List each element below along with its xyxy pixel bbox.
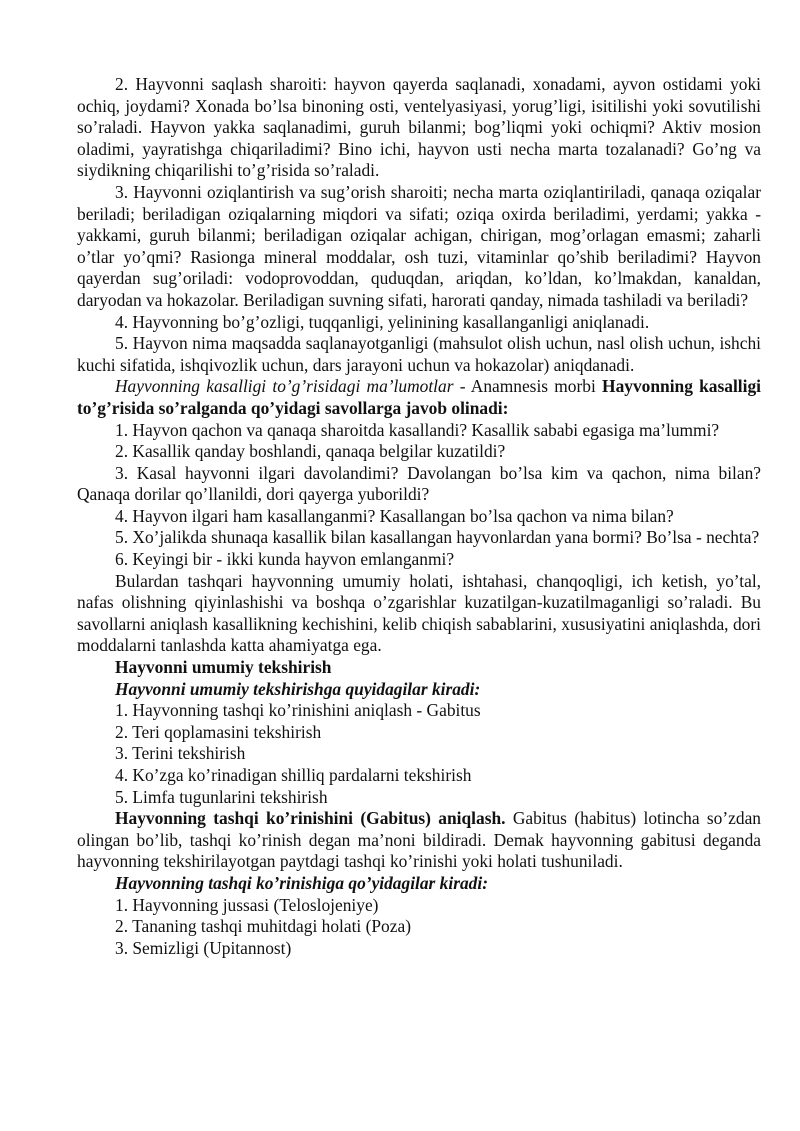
anamnesis-title: Hayvonning kasalligi to’g’risidagi ma’lumotlar: [115, 376, 454, 397]
list-item: 1. Hayvonning jussasi (Teloslojeniye): [115, 894, 379, 915]
paragraph-gabitus: [77, 808, 761, 873]
question-4: 4. Hayvon ilgari ham kasallanganmi? Kasallangan bo’lsa qachon va nima bilan?: [115, 505, 674, 526]
subheading-external-appearance: Hayvonning tashqi ko’rinishiga qo’yidagilar kiradi:: [115, 872, 488, 893]
question-6: 6. Keyingi bir - ikki kunda hayvon emlanganmi?: [115, 549, 455, 570]
list-item: 1. Hayvonning tashqi ko’rinishini aniqlash - Gabitus: [115, 700, 481, 721]
question-5: 5. Xo’jalikda shunaqa kasallik bilan kasallangan hayvonlardan yana bormi? Bo’lsa - nechta?: [115, 527, 760, 548]
question-2: 2. Kasallik qanday boshlandi, qanaqa belgilar kuzatildi?: [115, 441, 506, 462]
list-item: 3. Semizligi (Upitannost): [115, 937, 292, 958]
section-heading-general-exam: Hayvonni umumiy tekshirish: [115, 657, 332, 678]
paragraph-anamnesis-morbi: [77, 376, 761, 419]
list-item: 3. Terini tekshirish: [115, 743, 246, 764]
subheading-general-exam-includes: Hayvonni umumiy tekshirishga quyidagilar kiradi:: [115, 678, 481, 699]
question-1: 1. Hayvon qachon va qanaqa sharoitda kasallandi? Kasallik sababi egasiga ma’lummi?: [115, 419, 720, 440]
paragraph-additional-questions: Bulardan tashqari hayvonning umumiy holati, ishtahasi, chanqoqligi, ich ketish, yo’tal, nafas olishning qiyinlashishi va boshqa o’zgarishlar kuzatilgan-kuzatilmaganligi so’raladi. Bu savollarni aniqlash kasallikning kechishini, kelib chiqish sabablarini, xususiyatini aniqlashda, dori moddalarni tanlashda katta ahamiyatga ega.: [77, 570, 761, 656]
paragraph-pregnancy: 4. Hayvonning bo’g’ozligi, tuqqanligi, yelinining kasallanganligi aniqlanadi.: [115, 311, 650, 332]
gabitus-heading: Hayvonning tashqi ko’rinishini (Gabitus) aniqlash.: [115, 808, 506, 829]
anamnesis-latin: - Anamnesis morbi: [453, 376, 603, 397]
paragraph-keeping-conditions: 2. Hayvonni saqlash sharoiti: hayvon qayerda saqlanadi, xonadami, ayvon ostidami yoki ochiq, joydami? Xonada bo’lsa binoning osti, ventelyasiyasi, yorug’ligi, isitilishi yoki sovutilishi so’raladi. Hayvon yakka saqlanadimi, guruh bilanmi; bog’liqmi yoki ochiqmi? Aktiv mosion oladimi, yayratishga chiqariladimi? Bino ichi, hayvon usti necha marta tozalanadi? Go’ng va siydikning chiqarilishi to’g’risida so’raladi.: [77, 74, 761, 181]
anamnesis-intro: Hayvonning kasalligi to’g’risida so’ralganda qo’yidagi savollarga javob olinadi:: [77, 376, 761, 418]
gabitus-text: Gabitus (habitus) lotincha so’zdan olingan bo’lib, tashqi ko’rinish degan ma’noni bildiradi. Demak hayvonning gabitusi deganda hayvonning tekshirilayotgan paytdagi tashqi ko’rinishi yoki holati tushuniladi.: [77, 808, 761, 872]
question-3: 3. Kasal hayvonni ilgari davolandimi? Davolangan bo’lsa kim va qachon, nima bilan? Qanaqa dorilar qo’llanildi, dori qayerga yuborildi?: [77, 462, 761, 505]
document-page: [77, 74, 761, 959]
list-item: 2. Teri qoplamasini tekshirish: [115, 721, 322, 742]
list-item: 5. Limfa tugunlarini tekshirish: [115, 786, 328, 807]
list-item: 2. Tananing tashqi muhitdagi holati (Poza): [115, 916, 411, 937]
list-item: 4. Ko’zga ko’rinadigan shilliq pardalarni tekshirish: [115, 765, 472, 785]
paragraph-purpose: 5. Hayvon nima maqsadda saqlanayotganligi (mahsulot olish uchun, nasl olish uchun, ishchi kuchi sifatida, ishqivozlik uchun, dars jarayoni uchun va hokazolar) aniqdanadi.: [77, 333, 761, 375]
paragraph-feeding-conditions: 3. Hayvonni oziqlantirish va sug’orish sharoiti; necha marta oziqlantiriladi, qanaqa oziqalar beriladi; beriladigan oziqalarning miqdori va sifati; oziqa oxirda beriladimi, yerdami; yakka - yakkami, guruh bilanmi; beriladigan oziqalar achigan, chirigan, mog’orlagan emasmi; zaharli o’tlar yo’qmi? Rasionga mineral moddalar, osh tuzi, vitaminlar qo’shib beriladimi? Hayvon qayerdan sug’oriladi: vodoprovoddan, quduqdan, ariqdan, ko’ldan, ko’lmakdan, kanaldan, daryodan va hokazolar. Beriladigan suvning sifati, harorati qanday, nimada tashiladi va beriladi?: [77, 181, 761, 310]
